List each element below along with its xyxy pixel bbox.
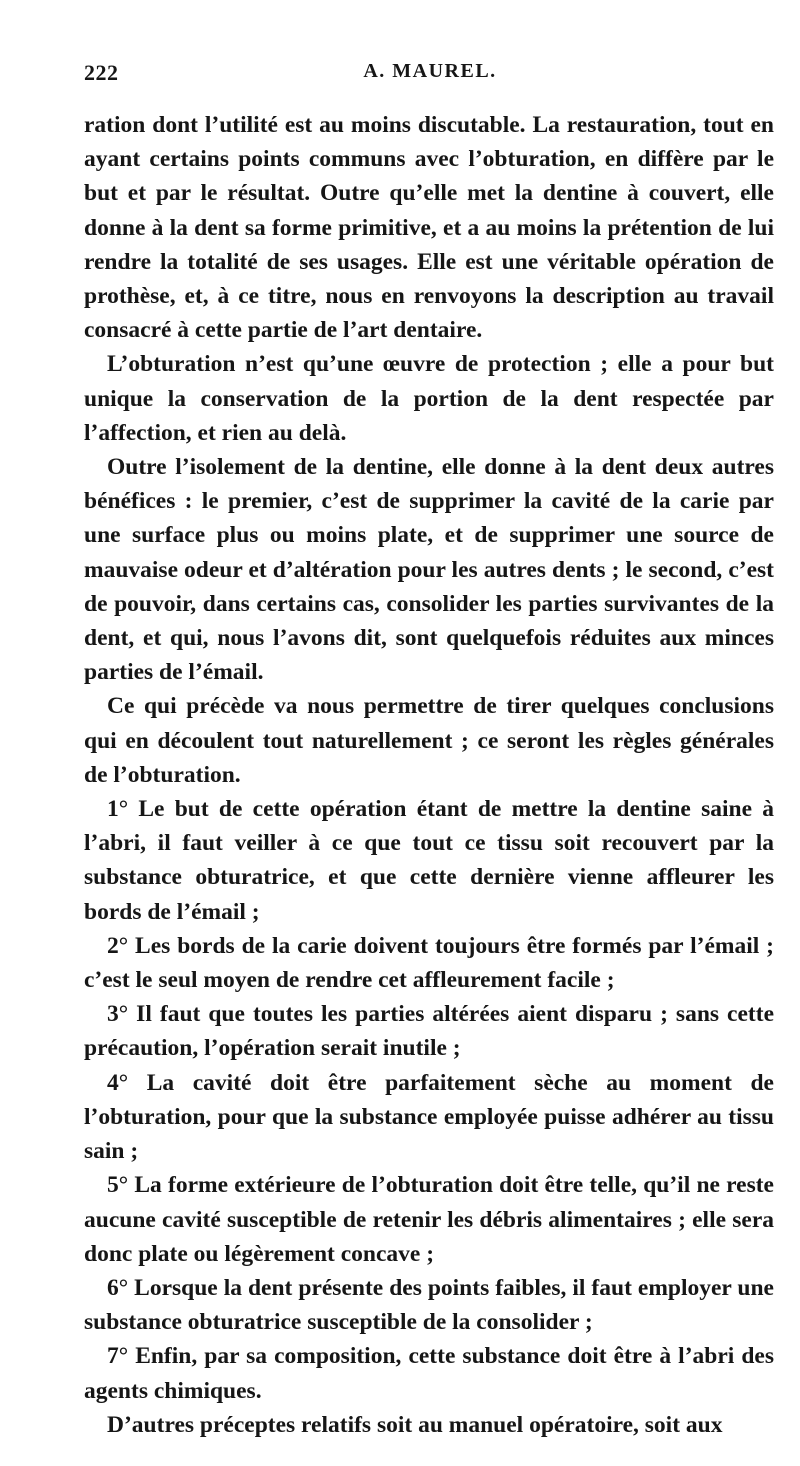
running-head-title: A. MAUREL. — [363, 60, 497, 82]
body-text — [84, 108, 774, 1442]
paragraph: ration dont l’utilité est au moins discutable. La restauration, tout en ayant certains points communs avec l’obturation, en diffère par le but et par le résultat. Outre qu’elle met la dentine à couvert, elle donne à la dent sa forme primitive, et a au moins la prétention de lui rendre la totalité de ses usages. Elle est une véritable opération de prothèse, et, à ce titre, nous en renvoyons la description au travail consacré à cette partie de l’art dentaire. — [84, 112, 774, 344]
rule-7: 7° Enfin, par sa composition, cette substance doit être à l’abri des agents chimiques. — [84, 1343, 774, 1404]
rule-6: 6° Lorsque la dent présente des points faibles, il faut employer une substance obturatrice susceptible de la consolider ; — [84, 1274, 774, 1336]
rule-2: 2° Les bords de la carie doivent toujours être formés par l’émail ; c’est le seul moyen de rendre cet affleurement facile ; — [84, 932, 774, 994]
rule-4: 4° La cavité doit être parfaitement sèche au moment de l’obturation, pour que la substance employée puisse adhérer au tissu sain ; — [84, 1069, 774, 1165]
paragraph: Ce qui précède va nous permettre de tirer quelques conclusions qui en découlent tout naturellement ; ce seront les règles générales de l’obturation. — [84, 693, 774, 788]
rule-3: 3° Il faut que toutes les parties altérées aient disparu ; sans cette précaution, l’opération serait inutile ; — [84, 1001, 774, 1062]
paragraph: Outre l’isolement de la dentine, elle donne à la dent deux autres bénéfices : le premier, c’est de supprimer la cavité de la carie par une surface plus ou moins plate, et de supprimer une source de mauvaise odeur et d’altération pour les autres dents ; le second, c’est de pouvoir, dans certains cas, consolider les parties survivantes de la dent, et qui, nous l’avons dit, sont quelquefois réduites aux minces parties de l’émail. — [84, 454, 774, 686]
paragraph: L’obturation n’est qu’une œuvre de protection ; elle a pour but unique la conservation de la portion de la dent respectée par l’affection, et rien au delà. — [84, 351, 774, 446]
running-head — [84, 60, 776, 90]
rule-5: 5° La forme extérieure de l’obturation doit être telle, qu’il ne reste aucune cavité susceptible de retenir les débris alimentaires ; elle sera donc plate ou légèrement concave ; — [84, 1172, 774, 1267]
rule-1: 1° Le but de cette opération étant de mettre la dentine saine à l’abri, il faut veiller à ce que tout ce tissu soit recouvert par la substance obturatrice, et que cette dernière vienne affleurer les bords de l’émail ; — [84, 796, 774, 925]
paragraph: D’autres préceptes relatifs soit au manuel opératoire, soit aux — [107, 1411, 723, 1438]
page-number: 222 — [84, 60, 119, 85]
